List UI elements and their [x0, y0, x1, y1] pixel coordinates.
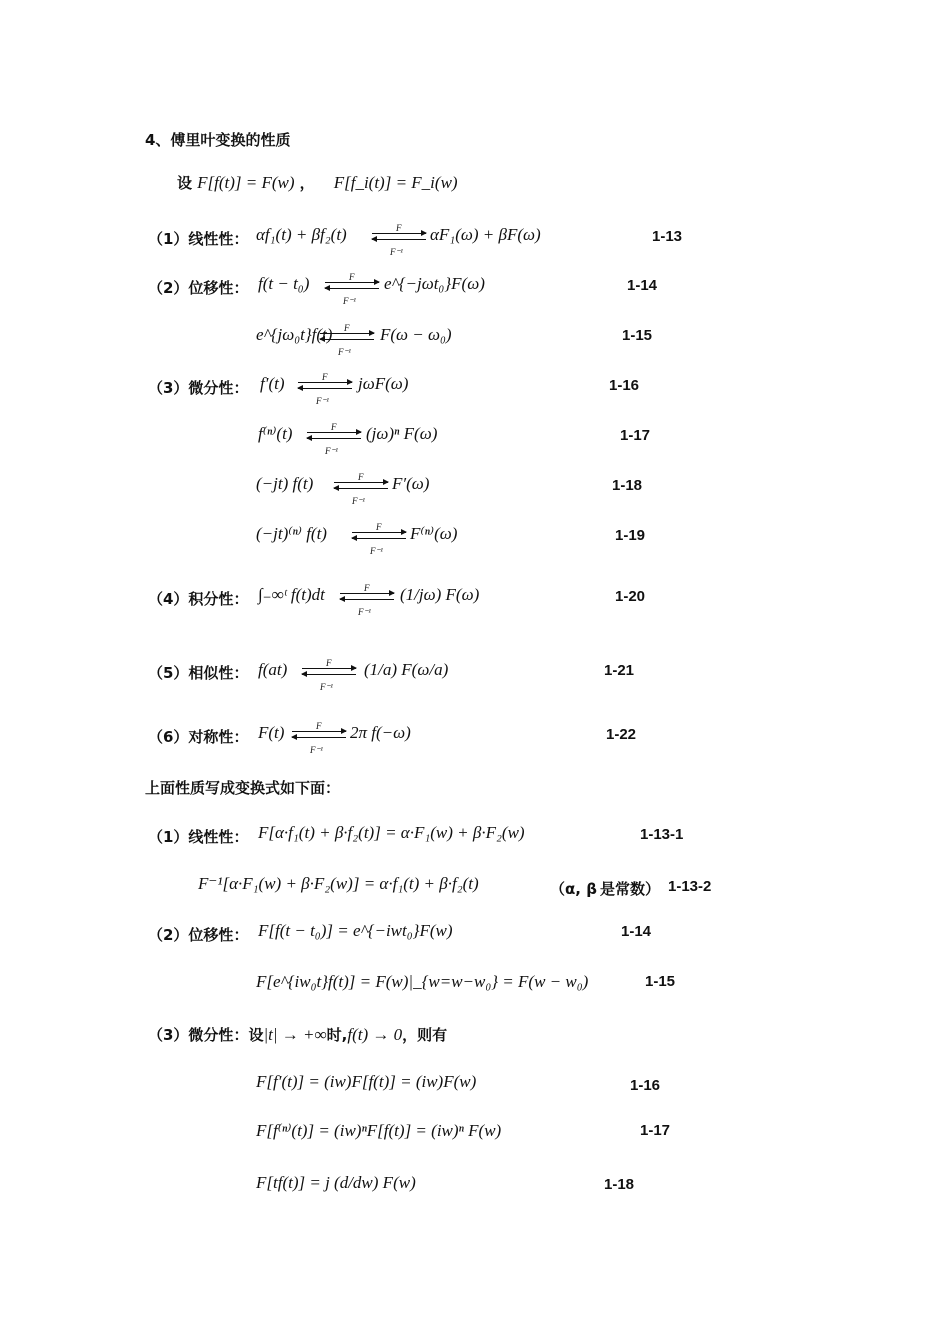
equation-number: 1-17 [620, 427, 651, 444]
prop-label: （3）微分性： [148, 379, 249, 397]
transform-arrow: F F⁻¹ [320, 329, 374, 345]
form-expr: F[e^{iw₀t}f(t)] = F(w)|_{w=w−w₀} = F(w − w₀) [256, 972, 589, 991]
prop-rhs: F(ω − ω₀) [380, 325, 452, 344]
intro-eq1: F[f(t)] = F(w) [197, 173, 295, 192]
prop-rhs: e^{−jωt₀}F(ω) [384, 274, 485, 293]
prop-rhs: (1/a) F(ω/a) [364, 660, 449, 679]
prop-lhs: (−jt)⁽ⁿ⁾ f(t) [256, 524, 327, 543]
prop-label: （5）相似性： [148, 664, 249, 682]
transform-arrow: F F⁻¹ [334, 478, 388, 494]
prop-rhs: jωF(ω) [358, 374, 409, 393]
equation-number: 1-15 [645, 973, 676, 990]
prop-lhs: F(t) [258, 723, 285, 742]
cond-expr-2: f(t) → 0 [347, 1025, 403, 1044]
prop-lhs: ∫₋∞ᵗ f(t)dt [258, 585, 325, 604]
prop-lhs: f(t − t₀) [258, 274, 310, 293]
form-note: （α, β [550, 880, 597, 898]
equation-number: 1-17 [640, 1122, 671, 1139]
cond-mid: 时, [326, 1026, 348, 1044]
transform-arrow: F F⁻¹ [325, 278, 379, 294]
prop-rhs: F⁽ⁿ⁾(ω) [410, 524, 458, 543]
form-note-2: 是常数） [600, 880, 661, 898]
prop-rhs: (1/jω) F(ω) [400, 585, 480, 604]
equation-number: 1-14 [621, 923, 652, 940]
cond-expr: |t| → +∞ [263, 1025, 327, 1044]
intro-line [177, 172, 458, 193]
form-expr: F⁻¹[α·F₁(w) + β·F₂(w)] = α·f₁(t) + β·f₂(t) [198, 874, 479, 893]
form-expr: F[f(t − t₀)] = e^{−iwt₀}F(w) [258, 921, 453, 940]
prop-label: （1）线性性： [148, 230, 249, 248]
equation-number: 1-18 [612, 477, 643, 494]
equation-number: 1-20 [615, 588, 646, 605]
prop-lhs: αf₁(t) + βf₂(t) [256, 225, 347, 244]
transform-arrow: F F⁻¹ [372, 229, 426, 245]
cond-prefix: 设 [248, 1026, 264, 1044]
cond-suffix: ，则有 [402, 1026, 448, 1044]
prop-rhs: αF₁(ω) + βF(ω) [430, 225, 541, 244]
equation-number: 1-22 [606, 726, 637, 743]
prop-rhs: 2π f(−ω) [350, 723, 411, 742]
equation-number: 1-14 [627, 277, 658, 294]
equation-number: 1-16 [609, 377, 640, 394]
form-expr: F[tf(t)] = j (d/dw) F(w) [256, 1173, 416, 1192]
form-label: （3）微分性： [148, 1026, 249, 1044]
transform-arrow: F F⁻¹ [302, 664, 356, 680]
prop-lhs: f⁽ⁿ⁾(t) [258, 424, 293, 443]
transform-arrow: F F⁻¹ [292, 727, 346, 743]
equation-number: 1-15 [622, 327, 653, 344]
prop-rhs: F′(ω) [392, 474, 430, 493]
equation-number: 1-13-1 [640, 826, 684, 843]
prop-lhs: (−jt) f(t) [256, 474, 314, 493]
intro-sep: ， [299, 174, 315, 192]
equation-number: 1-21 [604, 662, 635, 679]
form-label: （1）线性性： [148, 828, 249, 846]
equation-number: 1-13-2 [668, 878, 712, 895]
prop-rhs: (jω)ⁿ F(ω) [366, 424, 438, 443]
transform-arrow: F F⁻¹ [307, 428, 361, 444]
prop-lhs: f(at) [258, 660, 288, 679]
differentiation-condition [148, 1024, 447, 1045]
equation-number: 1-18 [604, 1176, 635, 1193]
prop-lhs: e^{jω₀t}f(t) [256, 325, 333, 344]
prop-label: （2）位移性： [148, 279, 249, 297]
section-heading: 4、傅里叶变换的性质 [145, 131, 291, 149]
form-expr: F[f′(t)] = (iw)F[f(t)] = (iw)F(w) [256, 1072, 477, 1091]
equation-number: 1-19 [615, 527, 646, 544]
form-label: （2）位移性： [148, 926, 249, 944]
transform-arrow: F F⁻¹ [340, 589, 394, 605]
prop-label: （6）对称性： [148, 728, 249, 746]
subheading: 上面性质写成变换式如下面： [145, 779, 341, 797]
intro-prefix: 设 [177, 174, 193, 192]
equation-number: 1-16 [630, 1077, 661, 1094]
transform-arrow: F F⁻¹ [298, 378, 352, 394]
form-expr: F[f⁽ⁿ⁾(t)] = (iw)ⁿF[f(t)] = (iw)ⁿ F(w) [256, 1121, 502, 1140]
prop-label: （4）积分性： [148, 590, 249, 608]
transform-arrow: F F⁻¹ [352, 528, 406, 544]
equation-number: 1-13 [652, 228, 683, 245]
form-expr: F[α·f₁(t) + β·f₂(t)] = α·F₁(w) + β·F₂(w) [258, 823, 525, 842]
prop-lhs: f′(t) [260, 374, 285, 393]
intro-eq2: F[f_i(t)] = F_i(w) [333, 173, 458, 192]
